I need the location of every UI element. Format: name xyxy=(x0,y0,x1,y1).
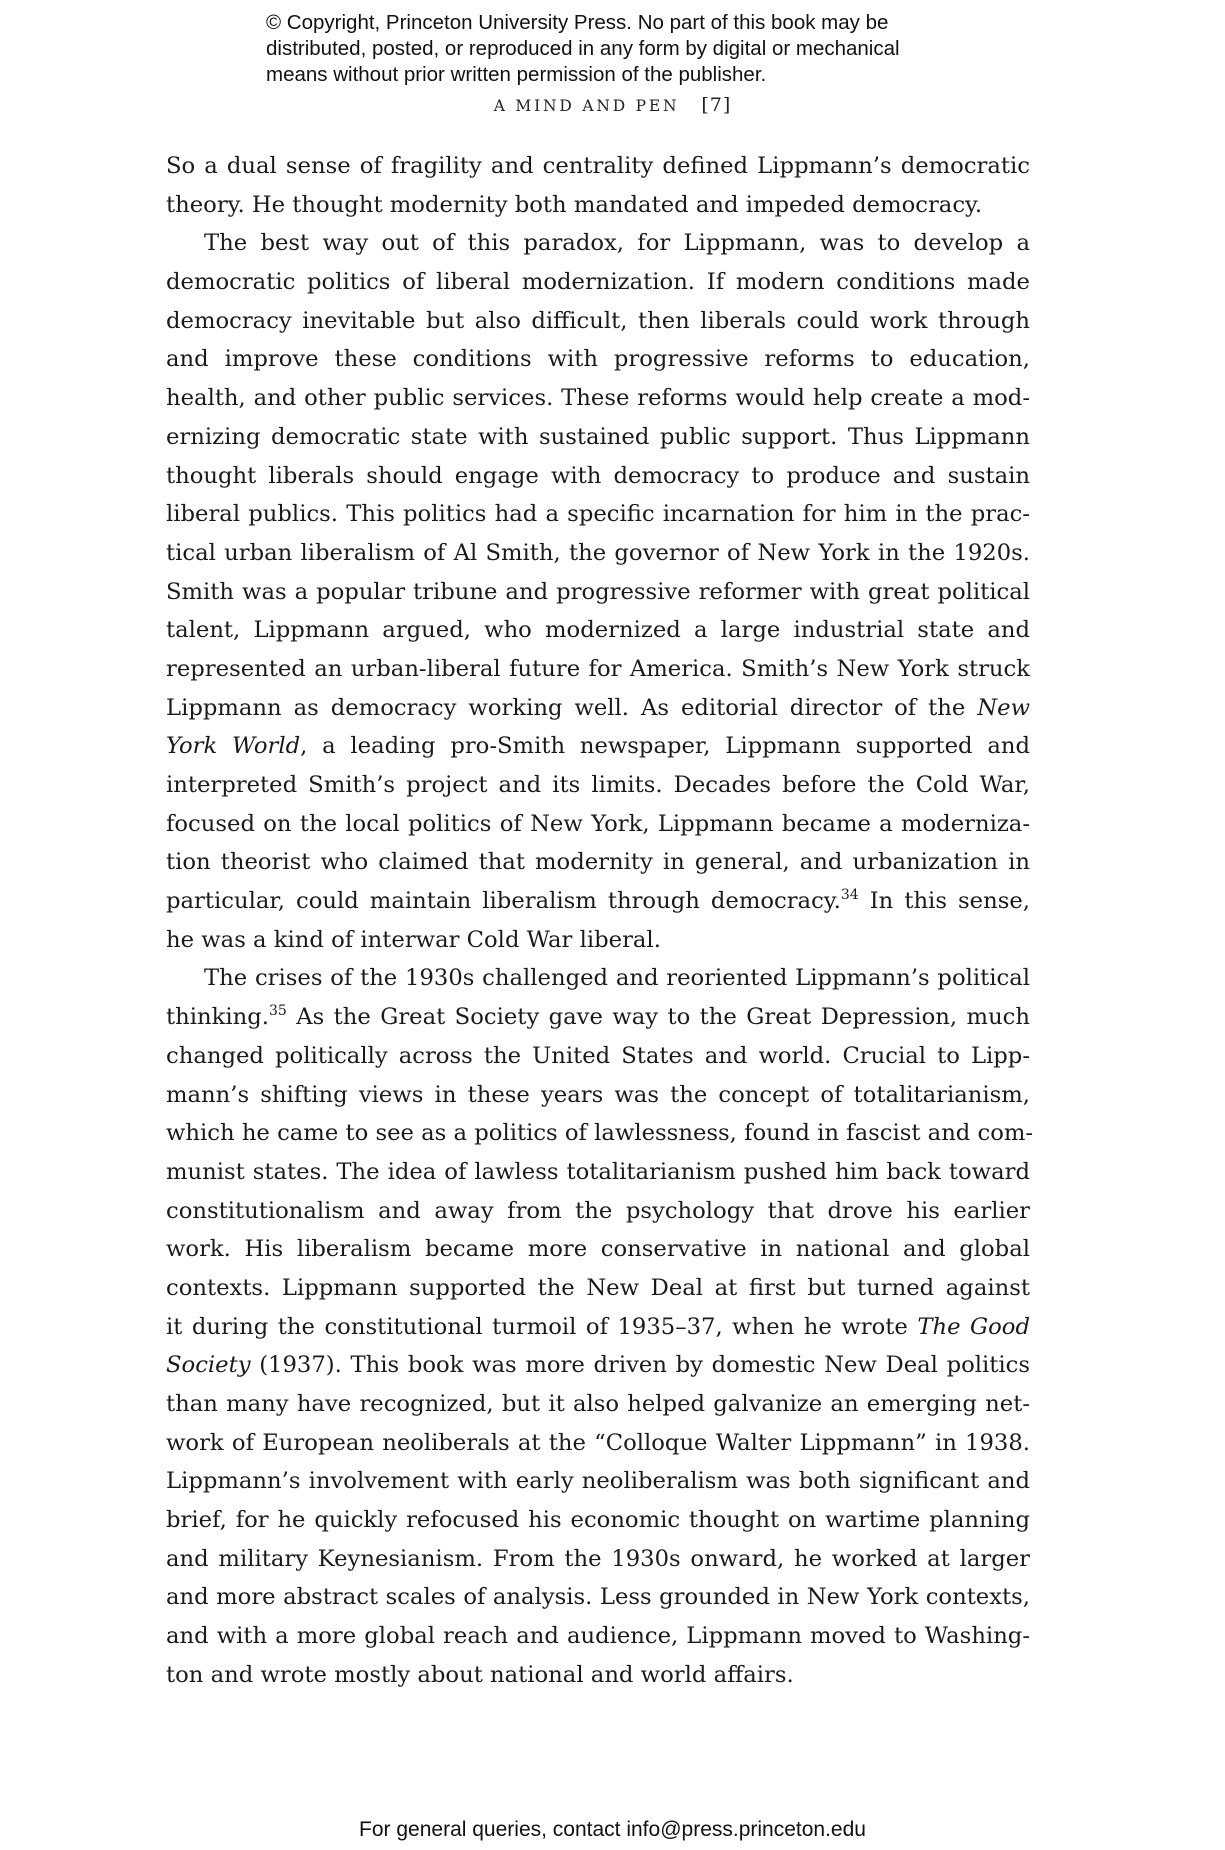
body-text xyxy=(166,147,1034,1695)
text-line: thought liberals should engage with democracy to produce and sustain xyxy=(166,462,1030,489)
text-line xyxy=(166,689,1030,728)
text-line: focused on the local politics of New York, Lippmann became a moderniza- xyxy=(166,810,1030,837)
text-line xyxy=(166,1346,1030,1385)
text-line: than many have recognized, but it also helped galvanize an emerging net- xyxy=(166,1391,1030,1417)
footnote-ref[interactable]: 34 xyxy=(840,887,859,904)
footnote-ref[interactable]: 35 xyxy=(268,1003,287,1020)
copyright-line: © Copyright, Princeton University Press. No part of this book may be xyxy=(266,11,889,34)
text-line: liberal publics. This politics had a specific incarnation for him in the prac- xyxy=(166,501,1030,528)
text-line: interpreted Smith’s project and its limits. Decades before the Cold War, xyxy=(166,772,1030,798)
text-line: and more abstract scales of analysis. Less grounded in New York contexts, xyxy=(166,1584,1030,1611)
text-line: work of European neoliberals at the “Colloque Walter Lippmann” in 1938. xyxy=(166,1429,1030,1456)
text-line: theory. He thought modernity both mandated and impeded democracy. xyxy=(166,191,983,218)
text-segment: (1937). This book was more driven by domestic New Deal politics xyxy=(250,1352,1030,1379)
text-line: and with a more global reach and audience, Lippmann moved to Washing- xyxy=(166,1623,1030,1650)
text-line: and improve these conditions with progressive reforms to education, xyxy=(166,346,1030,373)
text-segment: particular, could maintain liberalism through democracy. xyxy=(166,888,841,915)
text-line: talent, Lippmann argued, who modernized a large industrial state and xyxy=(166,617,1030,644)
text-line: brief, for he quickly refocused his economic thought on wartime planning xyxy=(166,1507,1030,1534)
text-segment: In this sense, xyxy=(858,888,1030,915)
italic-title: The Good xyxy=(917,1313,1030,1340)
text-line: munist states. The idea of lawless totalitarianism pushed him back toward xyxy=(166,1158,1030,1185)
text-segment: Lippmann as democracy working well. As editorial director of the xyxy=(166,694,966,721)
text-segment: , a leading pro-Smith newspaper, Lippmann supported and xyxy=(300,733,1031,760)
text-line: democratic politics of liberal modernization. If modern conditions made xyxy=(166,269,1030,296)
text-segment: As the Great Society gave way to the Great Depression, much xyxy=(286,1004,1030,1031)
footer-contact: For general queries, contact info@press.princeton.edu xyxy=(359,1818,866,1841)
text-line: democracy inevitable but also difficult, then liberals could work through xyxy=(166,307,1030,334)
text-line: and military Keynesianism. From the 1930s onward, he worked at larger xyxy=(166,1545,1030,1572)
text-line: ton and wrote mostly about national and world affairs. xyxy=(166,1661,794,1688)
copyright-line: means without prior written permission of the publisher. xyxy=(266,63,767,86)
text-line: Smith was a popular tribune and progressive reformer with great political xyxy=(166,578,1030,605)
page-number: [7] xyxy=(701,94,732,116)
text-line: The crises of the 1930s challenged and reoriented Lippmann’s political xyxy=(204,965,1030,992)
copyright-notice xyxy=(266,10,1026,88)
text-line: mann’s shifting views in these years was the concept of totalitarianism, xyxy=(166,1081,1030,1108)
text-line: he was a kind of interwar Cold War liberal. xyxy=(166,926,661,953)
italic-title: Society xyxy=(166,1352,251,1379)
text-line xyxy=(166,882,1030,921)
italic-title: New xyxy=(977,694,1030,721)
text-line: contexts. Lippmann supported the New Deal at first but turned against xyxy=(166,1274,1030,1301)
text-line: tical urban liberalism of Al Smith, the governor of New York in the 1920s. xyxy=(166,539,1030,566)
running-head-title: A MIND AND PEN xyxy=(493,97,680,115)
text-line: health, and other public services. These reforms would help create a mod- xyxy=(166,385,1030,412)
text-line: represented an urban-liberal future for America. Smith’s New York struck xyxy=(166,655,1030,682)
running-head xyxy=(0,94,1225,116)
copyright-line: distributed, posted, or reproduced in any form by digital or mechanical xyxy=(266,37,900,60)
text-line: work. His liberalism became more conservative in national and global xyxy=(166,1236,1030,1263)
italic-title: York World xyxy=(166,733,301,760)
text-line: Lippmann’s involvement with early neoliberalism was both significant and xyxy=(166,1468,1030,1495)
text-segment: it during the constitutional turmoil of 1935–37, when he wrote xyxy=(166,1313,918,1340)
text-line: which he came to see as a politics of lawlessness, found in fascist and com- xyxy=(166,1120,1034,1147)
text-line: tion theorist who claimed that modernity in general, and urbanization in xyxy=(166,849,1030,876)
text-line: ernizing democratic state with sustained public support. Thus Lippmann xyxy=(166,423,1030,450)
text-line: The best way out of this paradox, for Lippmann, was to develop a xyxy=(204,230,1030,257)
text-line: constitutionalism and away from the psychology that drove his earlier xyxy=(166,1197,1030,1224)
text-line: changed politically across the United States and world. Crucial to Lipp- xyxy=(166,1042,1030,1069)
text-line xyxy=(166,727,1030,766)
text-segment: thinking. xyxy=(166,1004,269,1031)
text-line: So a dual sense of fragility and centrality defined Lippmann’s democratic xyxy=(166,153,1030,179)
text-line xyxy=(166,1308,1030,1347)
text-line xyxy=(166,998,1030,1037)
